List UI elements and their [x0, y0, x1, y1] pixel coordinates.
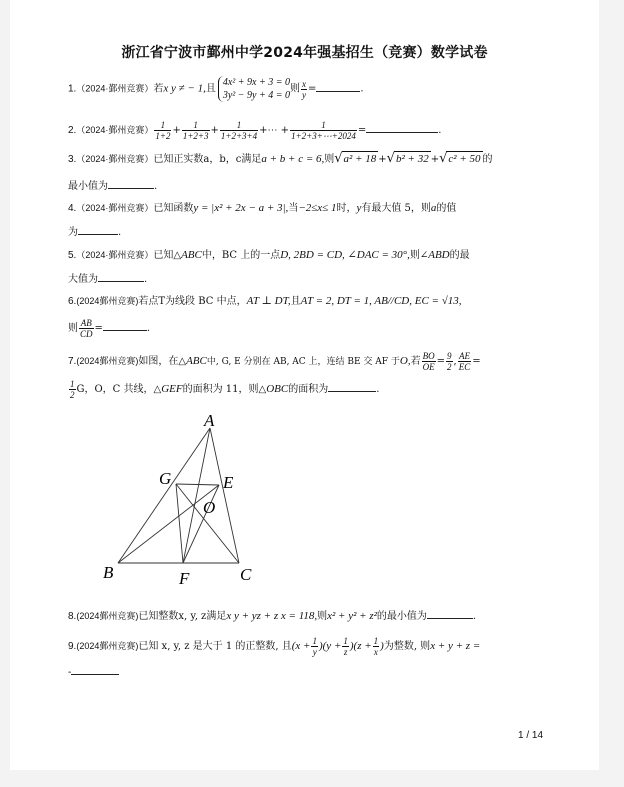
segment-GE [176, 484, 219, 485]
question-7-line-2: $\frac{1}{2}$ G，O，C 共线，△GEF的面积为 11，则△OBC的面积为 . [70, 379, 380, 400]
question-6-line-2: 则 $\frac{AB}{CD}$ = . [68, 318, 151, 339]
label-F: F [179, 569, 190, 588]
label-G: G [159, 469, 172, 488]
source-tag: （2024·鄞州竞赛） [76, 83, 154, 94]
answer-blank [328, 381, 376, 392]
question-6: 6.(2024鄞州竞赛)若点T为线段 BC 中点，AT ⊥ DT,且AT = 2, DT = 1, AB//CD, EC = √13, [68, 295, 462, 307]
answer-blank [103, 320, 147, 331]
question-5: 5.（2024·鄞州竞赛）已知△ABC中，BC 上的一点D, 2BD = CD, ∠DAC = 30°,则∠ABD的最 [68, 249, 470, 261]
label-C: C [240, 565, 252, 584]
segment-BE [118, 485, 219, 563]
question-4-line-2: 为 . [68, 224, 548, 240]
question-1: 1.（2024·鄞州竞赛）若x y ≠ − 1,且 4x² + 9x + 3 = 0 3y² − 9y + 4 = 0 则 $\frac{x}{y}$ = . [68, 77, 364, 101]
triangle-figure [102, 412, 272, 590]
page-title: 浙江省宁波市鄞州中学2024年强基招生（竞赛）数学试卷 [121, 45, 488, 61]
question-5-line-2: 大值为 . [68, 271, 548, 287]
question-8: 8.(2024鄞州竞赛)已知整数x, y, z满足x y + yz + z x = 118,则x² + y² + z²的最小值为 . [68, 610, 477, 622]
question-9-line-2: - [68, 664, 548, 680]
question-9: 9.(2024鄞州竞赛)已知 x, y, z 是大于 1 的正整数, 且(x + $\frac{1}{y}$ )(y + $\frac{1}{z}$ )(z + $\frac{1}{x}$ )为整数, 则x + y + z = [68, 636, 481, 657]
answer-blank [366, 122, 438, 133]
label-O: O [203, 498, 216, 517]
equation-system: 4x² + 9x + 3 = 0 3y² − 9y + 4 = 0 [218, 76, 290, 102]
label-A: A [204, 412, 215, 430]
label-E: E [223, 473, 234, 492]
label-B: B [103, 563, 114, 582]
answer-blank [98, 271, 144, 282]
fraction: $\frac{x}{y}$ [301, 78, 306, 100]
question-3-line-2: 最小值为 . [68, 178, 548, 194]
question-4: 4.（2024·鄞州竞赛）已知函数y = |x² + 2x − a + 3|,当−2≤x≤ 1时，y有最大值 5，则a的值 [68, 202, 457, 214]
question-2: 2.（2024·鄞州竞赛） $\frac{1}{1+2}$ + $\frac{1}{1+2+3}$ + $\frac{1}{1+2+3+4}$ +⋯ + $\frac{1}{1+2+3+\cdots+2024}$ = . [68, 120, 442, 141]
answer-blank [71, 664, 119, 675]
segment-EF [183, 485, 219, 563]
question-3: 3.（2024·鄞州竞赛）已知正实数a，b，c满足a + b + c = 6,则√a² + 18 +√b² + 32 +√c² + 50 的 [68, 151, 493, 166]
question-7: 7.(2024鄞州竞赛)如图，在△ABC中, G, E 分别在 AB, AC 上，连结 BE 交 AF 于O,若 $\frac{BO}{OE}$ = $\frac{9}{2}$ , $\frac{AE}{EC}$ = [68, 351, 481, 372]
page-indicator: 1 / 14 [518, 730, 544, 741]
answer-blank [427, 608, 473, 619]
document-page [10, 0, 599, 770]
answer-blank [108, 178, 154, 189]
answer-blank [316, 81, 360, 92]
segment-GF [176, 484, 183, 563]
answer-blank [78, 224, 118, 235]
